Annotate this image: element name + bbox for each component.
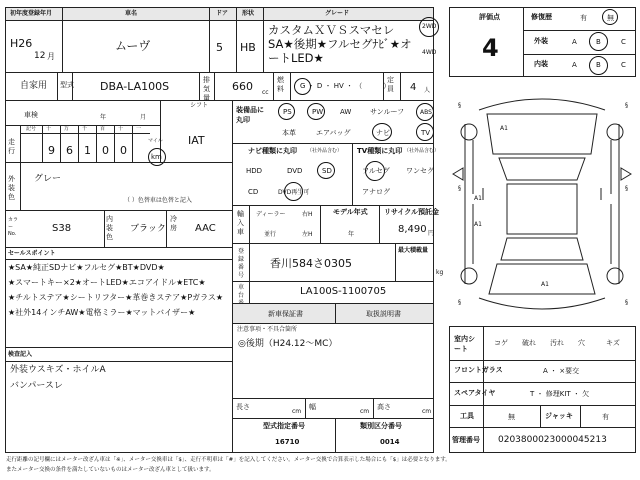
- car-name-value: ムーヴ: [115, 39, 151, 53]
- import-right: 右H: [302, 211, 313, 218]
- recycle-yen: 円: [428, 230, 435, 237]
- shape-value: HB: [240, 41, 256, 54]
- int-a: A: [572, 61, 577, 69]
- manual: 取扱説明書: [366, 310, 401, 318]
- trunk: [489, 264, 595, 294]
- inspection-label: 車検: [24, 111, 38, 119]
- recycle-value: 8,490: [398, 224, 427, 235]
- regno-label: 登録番号: [238, 248, 245, 279]
- km-unit: km: [151, 153, 162, 161]
- mileage-unit-4: 百: [100, 126, 106, 132]
- fuel-g-circle: [294, 78, 311, 95]
- navi-dvd-play: DVD再生可: [278, 189, 310, 196]
- inspection-line-1: 外装ウスキズ・ホイルA: [10, 365, 106, 375]
- cc-unit: cc: [262, 89, 269, 96]
- mileage-digit-3: 0: [102, 144, 109, 157]
- mileage-unit-6: 一: [136, 126, 142, 132]
- equip-leather: 本革: [282, 129, 296, 137]
- recycle-label: リサイクル預託金: [384, 208, 440, 216]
- wheel-rl: [461, 268, 477, 284]
- inspection-entry-label: 検査記入: [8, 351, 33, 358]
- repair-none: 無: [607, 14, 614, 22]
- damage-a1-side: A1: [474, 195, 482, 202]
- eval-label: 評価点: [479, 13, 500, 21]
- mileage-digit-2: 1: [84, 144, 91, 157]
- mileage-unit-3: 千: [82, 126, 88, 132]
- car-damage-diagram: [449, 84, 636, 324]
- mileage-digit-4: 0: [120, 144, 127, 157]
- interior-label: 内装色: [106, 215, 113, 241]
- ac-value: AAC: [195, 223, 216, 234]
- model-value: DBA-LA100S: [100, 80, 170, 93]
- tv-fullseg: フルセグ: [362, 167, 390, 175]
- right-side: [611, 124, 619, 284]
- seat-mark-mr: §: [625, 185, 628, 192]
- equip-navi: ナビ: [376, 129, 390, 137]
- mileage-unit-5: 十: [118, 126, 124, 132]
- model-year-unit: 年: [348, 231, 355, 238]
- equip-airbag: エアバッグ: [316, 129, 351, 137]
- wheel-fl: [461, 124, 477, 140]
- mileage-label: 走行: [8, 138, 15, 155]
- import-label: 輸入車: [237, 210, 244, 236]
- left-side: [465, 124, 473, 284]
- sales-line-1: ★スマートキー×2★オートLED★エコアイドル★ETC★: [8, 278, 206, 287]
- navi-circle: [372, 123, 392, 141]
- drive-4wd: 4WD: [422, 49, 437, 56]
- mileage-digit-0: 9: [48, 144, 55, 157]
- navi-hdd: HDD: [246, 167, 263, 175]
- sd-circle: [317, 162, 335, 179]
- equip-sunroof: サンルーフ: [370, 108, 405, 116]
- front-glass-label: フロントガラス: [454, 366, 503, 374]
- height-unit: cm: [422, 408, 432, 415]
- drive-2wd: 2WD: [422, 23, 437, 30]
- color-note: （ ）色替車は色替と記入: [124, 197, 192, 204]
- seat-item-0: コゲ: [494, 339, 508, 347]
- hood: [487, 114, 597, 154]
- damage-a1-front: A1: [500, 125, 508, 132]
- spare-tire-label: スペアタイヤ: [454, 389, 496, 397]
- equip-label: 装備品に丸印: [236, 106, 264, 124]
- first-reg-header: 初年度登録年月: [10, 10, 53, 17]
- interior-value: ブラック: [130, 224, 166, 234]
- equip-ps: PS: [283, 108, 292, 116]
- inspection-year: 年: [100, 114, 107, 121]
- repair-none-circle: [602, 9, 618, 25]
- first-reg-month: 12: [34, 51, 46, 61]
- seat-mark-ml: §: [458, 185, 461, 192]
- equip-pw: PW: [312, 108, 324, 116]
- int-b-circle: [589, 56, 608, 75]
- length-unit: cm: [292, 408, 302, 415]
- model-label: 型式: [60, 81, 74, 89]
- jack-value: 有: [602, 413, 609, 421]
- inspection-month: 月: [140, 114, 147, 121]
- length-label: 長さ: [236, 403, 250, 411]
- seat-mark-tl: §: [458, 102, 461, 109]
- tv-oneseg: ワンセグ: [406, 167, 434, 175]
- ext-label: 外装: [534, 37, 548, 45]
- width-label: 幅: [309, 403, 316, 411]
- capacity-value: 4: [410, 82, 417, 93]
- import-left: 左H: [302, 231, 313, 238]
- seat-item-1: 破れ: [522, 339, 536, 347]
- roof: [507, 184, 577, 234]
- width-unit: cm: [360, 408, 370, 415]
- ext-b: B: [596, 38, 601, 46]
- sales-line-2: ★チルトステア★シートリフター★革巻きステア★Pガラス★: [8, 293, 224, 302]
- km-circle: [148, 148, 166, 166]
- class-value: 0014: [380, 438, 400, 446]
- notes-value: ◎後期（H24.12〜MC）: [238, 339, 338, 349]
- shift-label: シフト: [190, 102, 209, 109]
- left-mirror: [453, 168, 463, 180]
- mileage-unit-0: 記号: [26, 126, 37, 132]
- eval-score: 4: [482, 34, 499, 62]
- tv-analog: アナログ: [362, 188, 390, 196]
- navi-sd: SD: [322, 167, 332, 175]
- mileage-unit-2: 万: [64, 126, 70, 132]
- fullseg-circle: [365, 161, 385, 181]
- doors-value: 5: [216, 41, 223, 54]
- tv-label: TV種類に丸印: [357, 147, 403, 155]
- manage-value: 0203800023000045213: [498, 435, 607, 445]
- new-car-warranty: 新車保証書: [268, 310, 303, 318]
- tv-note: （社外品含む）: [404, 148, 440, 154]
- equip-aw: AW: [340, 108, 352, 116]
- interior-seat-label: 室内シート: [454, 335, 475, 353]
- int-c: C: [621, 61, 626, 69]
- class-label: 類別区分番号: [360, 422, 402, 430]
- 2wd-circle: [419, 17, 439, 37]
- seat-mark-bl: §: [458, 299, 461, 306]
- mileage-digit-1: 6: [66, 144, 73, 157]
- model-year-label: モデル年式: [333, 208, 368, 216]
- tools-value: 無: [508, 413, 515, 421]
- color-label: 外装色: [8, 175, 15, 201]
- chassis-label: 車台: [238, 284, 245, 299]
- kg-unit: kg: [436, 269, 444, 276]
- grade-value: カスタムＸＶＳスマセレSA★後期★フルセグﾅﾋﾞ★オートLED★: [268, 23, 412, 65]
- usage-value: 自家用: [20, 81, 48, 91]
- damage-a1-rear: A1: [541, 281, 549, 288]
- ext-a: A: [572, 38, 577, 46]
- ac-label: 冷房: [170, 215, 177, 232]
- wheel-fr: [607, 124, 623, 140]
- jack-label: ジャッキ: [545, 412, 573, 420]
- height-label: 高さ: [377, 403, 391, 411]
- car-name-header: 車名: [125, 10, 138, 17]
- equip-abs: ABS: [420, 109, 432, 116]
- tools-label: 工具: [460, 412, 474, 420]
- sales-line-0: ★SA★純正SDナビ★フルセグ★BT★DVD★: [8, 263, 165, 272]
- ps-circle: [278, 103, 295, 120]
- front-bumper: [479, 99, 605, 110]
- color-no-value: S38: [52, 223, 72, 234]
- type-cert-value: 16710: [275, 438, 300, 446]
- fuel-options: G ・ D ・ HV ・ （ ）: [300, 82, 391, 90]
- seat-item-4: キズ: [606, 339, 620, 347]
- repair-yes: 有: [580, 14, 587, 22]
- navi-cd: CD: [248, 188, 259, 196]
- rear-window: [501, 238, 583, 260]
- footer-line-2: またメーター交換の条件を満たしていないものはメーター改ざん車として扱います。: [6, 467, 215, 473]
- shape-header: 形状: [242, 10, 255, 17]
- wheel-rr: [607, 268, 623, 284]
- first-reg-year: H26: [10, 37, 33, 50]
- dvd-play-circle: [284, 182, 303, 201]
- chassis-value: LA100S-1100705: [300, 286, 387, 297]
- mileage-unit-1: 十: [46, 126, 52, 132]
- damage-a1-left: A1: [474, 221, 482, 228]
- color-no-label: カラーNo.: [8, 217, 19, 237]
- sales-line-3: ★社外14インチAW★電格ミラー★マットバイザー★: [8, 308, 196, 317]
- navi-label: ナビ種類に丸印: [248, 147, 297, 155]
- displacement-value: 660: [232, 80, 253, 93]
- spare-tire-value: T ・ 修理KIT ・ 欠: [530, 390, 590, 398]
- fuel-label: 燃料: [277, 76, 284, 93]
- footer-line-1: 走行距離の記号欄にはメーター改ざん車は「※」、メーター交換車は「$」、走行不明車は「#」を記入してください。メーター交換で合算表示した場合にも「$」は必要となります。: [6, 457, 451, 463]
- notes-label: 注意事項・不具合箇所: [237, 326, 298, 333]
- shift-value: IAT: [188, 134, 205, 147]
- navi-note: （社外品含む）: [307, 148, 343, 154]
- type-cert-label: 型式指定番号: [263, 422, 305, 430]
- seat-item-3: 穴: [578, 339, 585, 347]
- seat-mark-tr: §: [625, 102, 628, 109]
- regno-value: 香川584さ0305: [270, 257, 352, 270]
- rear-bumper: [479, 298, 605, 309]
- grade-header: グレード: [325, 10, 350, 17]
- pw-circle: [307, 103, 325, 120]
- front-glass-value: A ・ ×要交: [543, 367, 580, 375]
- tv-circle: [416, 123, 434, 141]
- seat-mark-br: §: [625, 299, 628, 306]
- navi-dvd: DVD: [287, 167, 303, 175]
- seat-item-2: 汚れ: [550, 339, 564, 347]
- int-label: 内装: [534, 60, 548, 68]
- month-unit: 月: [47, 52, 55, 61]
- displacement-label: 排気量: [203, 76, 210, 102]
- manage-label: 管理番号: [452, 436, 480, 444]
- right-mirror: [621, 168, 631, 180]
- capacity-label: 定員: [387, 76, 394, 93]
- repair-label: 修復歴: [531, 13, 552, 21]
- inspection-line-2: バンパースレ: [10, 381, 63, 391]
- ext-c: C: [621, 38, 626, 46]
- doors-header: ドア: [216, 10, 228, 17]
- ss-indicator: [483, 188, 601, 200]
- int-b: B: [596, 61, 601, 69]
- import-parallel: 並行: [264, 231, 277, 238]
- sales-label: セールスポイント: [8, 250, 56, 257]
- abs-circle: [416, 103, 434, 121]
- mile-sign: マイル: [148, 138, 163, 144]
- color-value: グレー: [34, 174, 62, 184]
- ext-b-circle: [589, 32, 608, 51]
- equip-tv: TV: [421, 129, 431, 137]
- import-dealer: ディーラー: [256, 211, 286, 218]
- capacity-unit: 人: [424, 87, 431, 94]
- max-load-label: 最大積載量: [398, 247, 429, 254]
- windshield: [499, 158, 585, 180]
